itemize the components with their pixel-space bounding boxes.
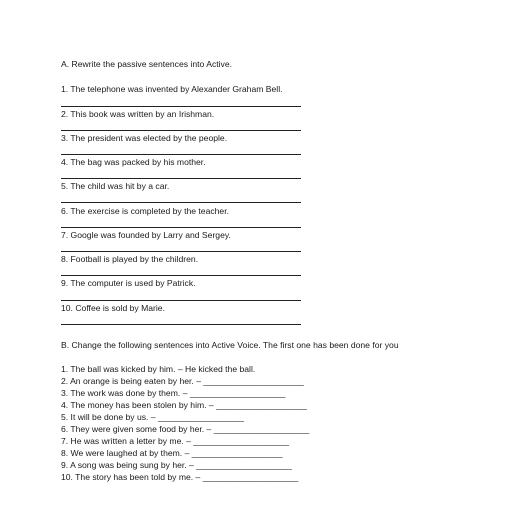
answer-line (61, 227, 301, 228)
section-a-item: 4. The bag was packed by his mother. (61, 157, 206, 167)
section-b-item: 9. A song was being sung by her. – ____________________ (61, 460, 292, 470)
answer-line (61, 300, 301, 301)
answer-line (61, 202, 301, 203)
answer-line (61, 154, 301, 155)
section-b-item: 1. The ball was kicked by him. – He kicked the ball. (61, 364, 256, 374)
answer-line (61, 275, 301, 276)
section-b-item: 6. They were given some food by her. – ____________________ (61, 424, 310, 434)
section-a-item: 5. The child was hit by a car. (61, 181, 170, 191)
section-a-item: 10. Coffee is sold by Marie. (61, 303, 165, 313)
section-b-instruction: B. Change the following sentences into Active Voice. The first one has been done for you (61, 340, 399, 350)
answer-line (61, 178, 301, 179)
answer-line (61, 324, 301, 325)
section-a-item: 9. The computer is used by Patrick. (61, 278, 196, 288)
section-b-item: 8. We were laughed at by them. – ___________________ (61, 448, 283, 458)
section-a-item: 6. The exercise is completed by the teacher. (61, 206, 229, 216)
section-a-item: 1. The telephone was invented by Alexander Graham Bell. (61, 84, 283, 94)
answer-line (61, 130, 301, 131)
section-a-instruction: A. Rewrite the passive sentences into Active. (61, 59, 233, 69)
section-a-item: 8. Football is played by the children. (61, 254, 199, 264)
answer-line (61, 106, 301, 107)
section-b-item: 4. The money has been stolen by him. – ___________________ (61, 400, 307, 410)
section-a-item: 7. Google was founded by Larry and Sergey. (61, 230, 231, 240)
section-b-item: 2. An orange is being eaten by her. – _____________________ (61, 376, 304, 386)
section-b-item: 10. The story has been told by me. – ____________________ (61, 472, 299, 482)
section-b-item: 3. The work was done by them. – ____________________ (61, 388, 286, 398)
answer-line (61, 251, 301, 252)
section-b-item: 7. He was written a letter by me. – ____________________ (61, 436, 289, 446)
section-b-item: 5. It will be done by us. – __________________ (61, 412, 245, 422)
section-a-item: 2. This book was written by an Irishman. (61, 109, 215, 119)
section-a-item: 3. The president was elected by the people. (61, 133, 228, 143)
